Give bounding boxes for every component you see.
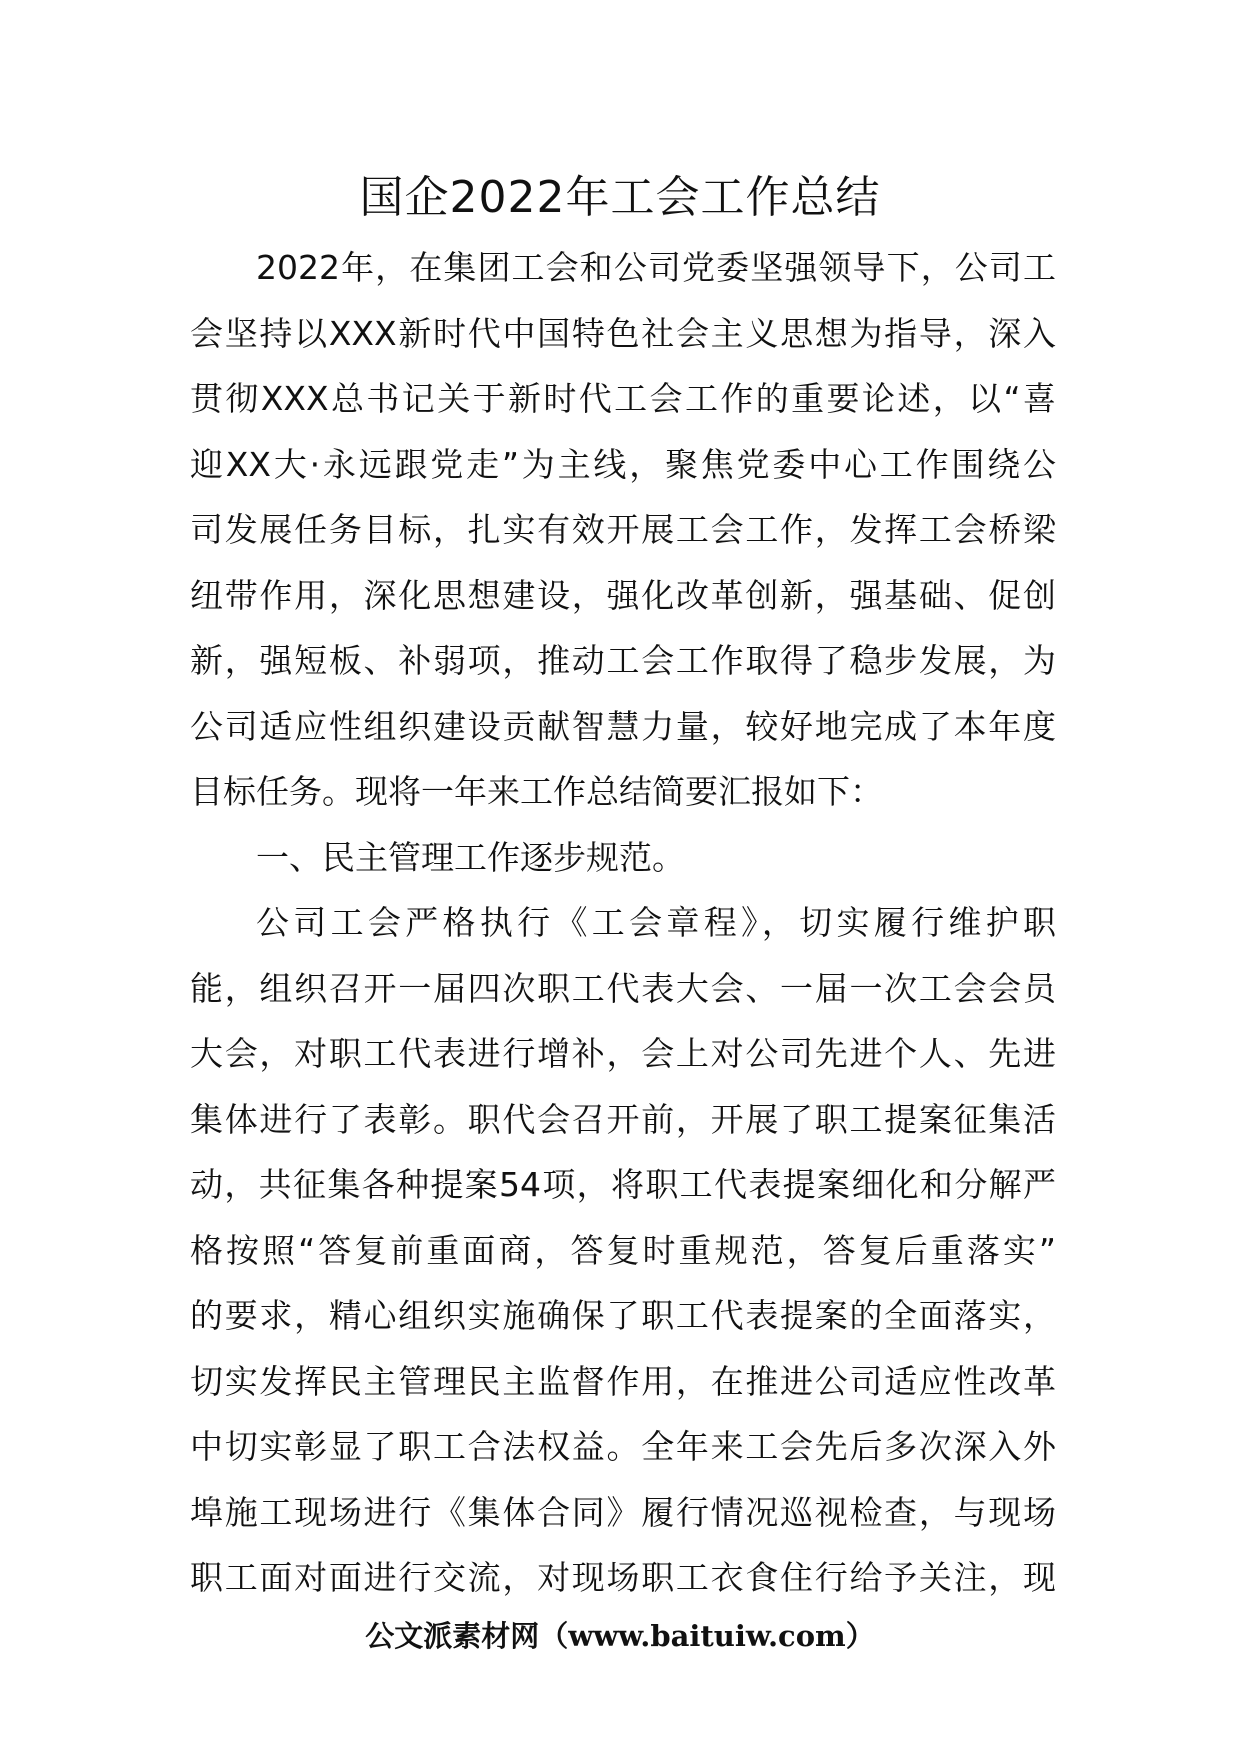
paragraph-line: 公司适应性组织建设贡献智慧力量，较好地完成了本年度 xyxy=(190,706,1056,746)
paragraph-line: 司发展任务目标，扎实有效开展工会工作，发挥工会桥梁 xyxy=(190,510,1056,549)
paragraph-line: 公司工会严格执行《工会章程》，切实履行维护职 xyxy=(256,903,1056,942)
paragraph-line: 动，共征集各种提案54项，将职工代表提案细化和分解严 xyxy=(190,1165,1056,1204)
paragraph-line: 目标任务。现将一年来工作总结简要汇报如下： xyxy=(190,772,883,811)
paragraph-line: 纽带作用，深化思想建设，强化改革创新，强基础、促创 xyxy=(190,575,1056,615)
paragraph-line: 的要求，精心组织实施确保了职工代表提案的全面落实， xyxy=(190,1296,1056,1335)
paragraph-line: 切实发挥民主管理民主监督作用，在推进公司适应性改革 xyxy=(190,1361,1056,1401)
section-heading: 一、民主管理工作逐步规范。 xyxy=(256,837,685,877)
paragraph-line: 新，强短板、补弱项，推动工会工作取得了稳步发展，为 xyxy=(190,641,1056,680)
footer-watermark: 公文派素材网（www.baituiw.com） xyxy=(365,1619,875,1653)
paragraph-line: 会坚持以XXX新时代中国特色社会主义思想为指导，深入 xyxy=(190,313,1056,353)
paragraph-line: 集体进行了表彰。职代会召开前，开展了职工提案征集活 xyxy=(190,1099,1056,1139)
paragraph-line: 格按照“答复前重面商，答复时重规范，答复后重落实” xyxy=(190,1230,1056,1270)
paragraph-line: 埠施工现场进行《集体合同》履行情况巡视检查，与现场 xyxy=(190,1492,1056,1532)
paragraph-line: 职工面对面进行交流，对现场职工衣食住行给予关注，现 xyxy=(190,1558,1056,1597)
paragraph-line: 贯彻XXX总书记关于新时代工会工作的重要论述，以“喜 xyxy=(190,379,1056,418)
paragraph-line: 中切实彰显了职工合法权益。全年来工会先后多次深入外 xyxy=(190,1427,1056,1466)
document-title: 国企2022年工会工作总结 xyxy=(359,172,881,223)
document-body xyxy=(190,235,1056,1611)
paragraph-line: 能，组织召开一届四次职工代表大会、一届一次工会会员 xyxy=(190,968,1056,1008)
paragraph-line: 迎XX大·永远跟党走”为主线，聚焦党委中心工作围绕公 xyxy=(190,444,1056,484)
paragraph-line: 2022年，在集团工会和公司党委坚强领导下，公司工 xyxy=(256,248,1056,287)
paragraph-line: 大会，对职工代表进行增补，会上对公司先进个人、先进 xyxy=(190,1034,1056,1073)
